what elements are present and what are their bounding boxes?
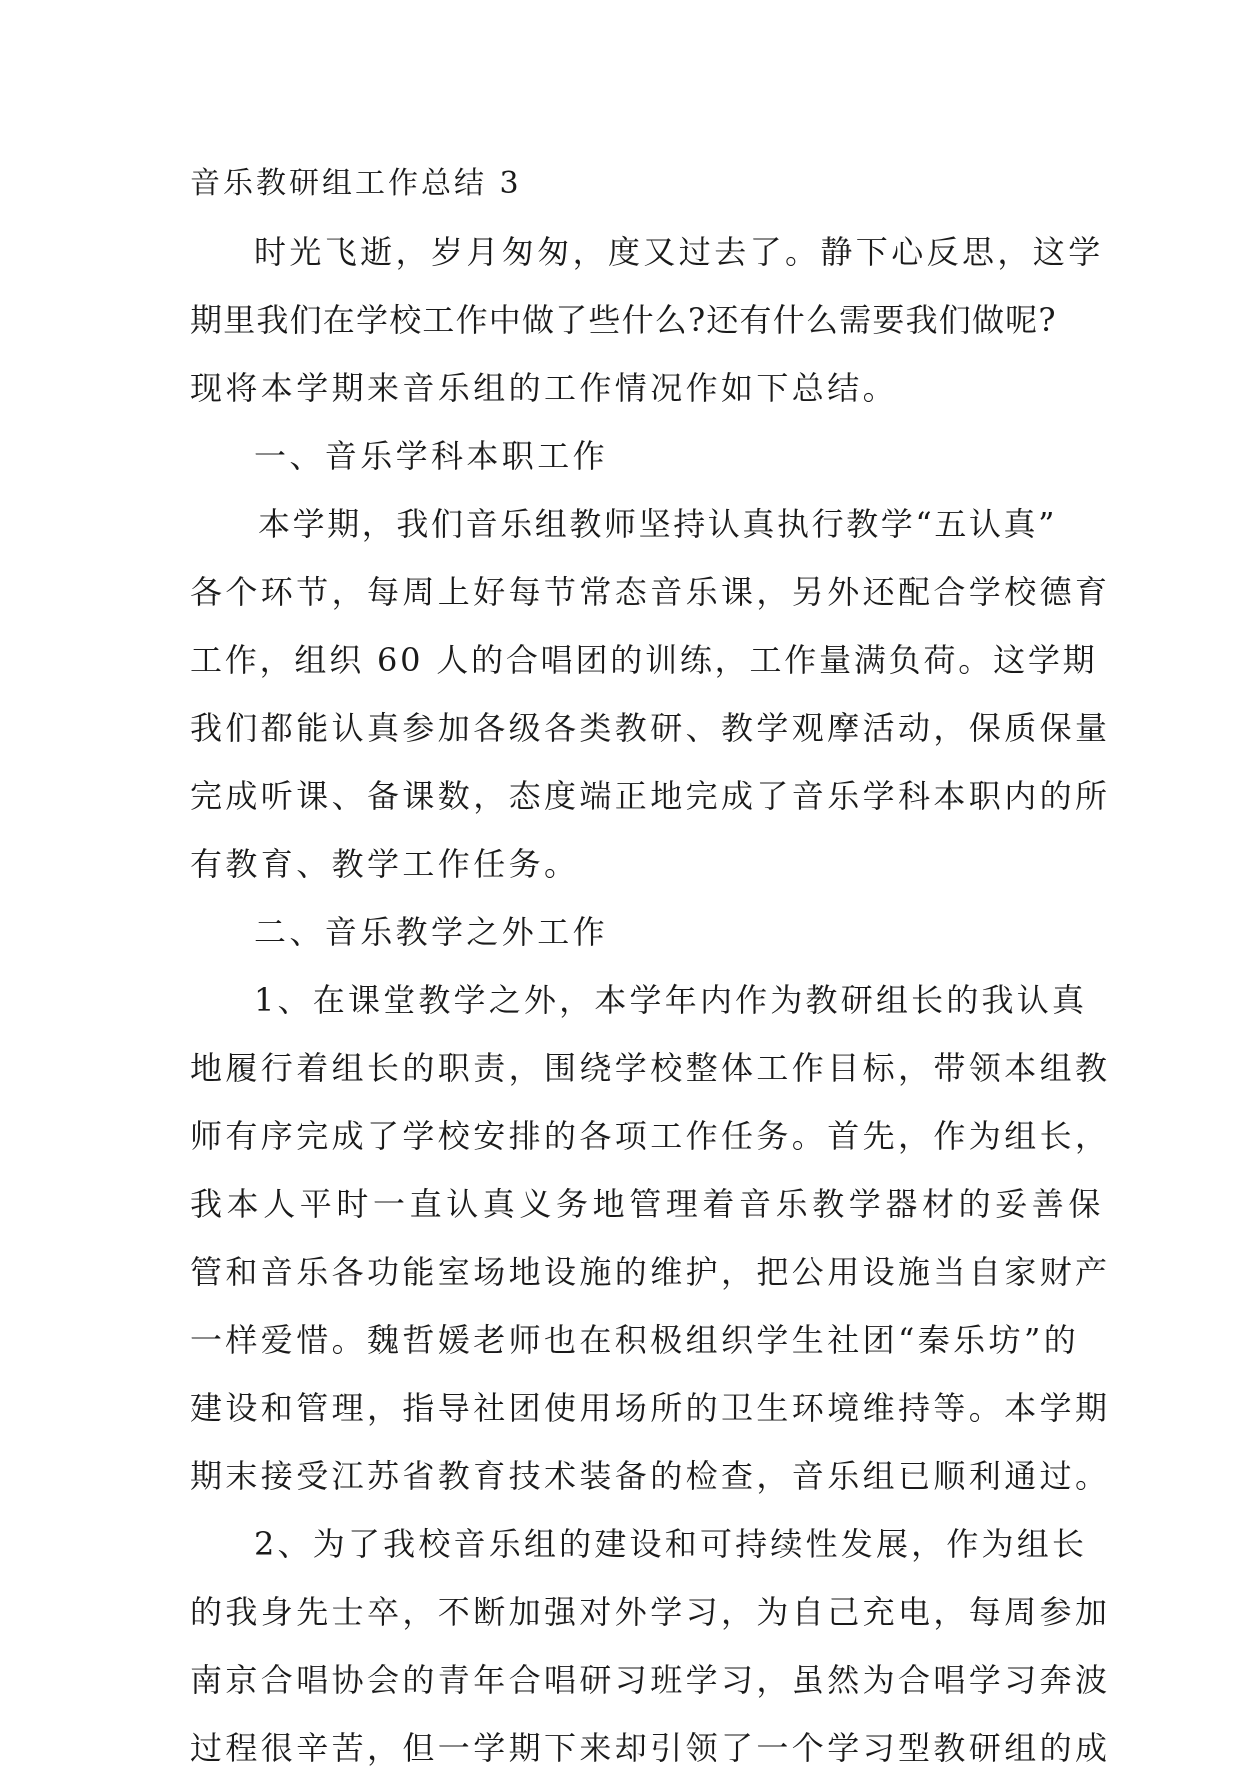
paragraph-line: 师有序完成了学校安排的各项工作任务。首先，作为组长， — [190, 1117, 1111, 1155]
paragraph-line: 1、在课堂教学之外，本学年内作为教研组长的我认真 — [254, 981, 1088, 1019]
document-page — [190, 150, 1111, 1782]
paragraph-line: 我们都能认真参加各级各类教研、教学观摩活动，保质保量 — [190, 709, 1111, 747]
paragraph-line: 一样爱惜。魏哲媛老师也在积极组织学生社团“秦乐坊”的 — [190, 1321, 1080, 1359]
paragraph-line: 各个环节，每周上好每节常态音乐课，另外还配合学校德育 — [190, 573, 1111, 611]
paragraph-line: 工作，组织 60 人的合唱团的训练，工作量满负荷。这学期 — [190, 641, 1098, 679]
paragraph-line: 管和音乐各功能室场地设施的维护，把公用设施当自家财产 — [190, 1253, 1111, 1291]
paragraph-line: 南京合唱协会的青年合唱研习班学习，虽然为合唱学习奔波 — [190, 1661, 1111, 1699]
paragraph-line: 我本人平时一直认真义务地管理着音乐教学器材的妥善保 — [190, 1185, 1106, 1223]
paragraph-line: 期里我们在学校工作中做了些什么?还有什么需要我们做呢? — [190, 301, 1057, 339]
paragraph-line: 完成听课、备课数，态度端正地完成了音乐学科本职内的所 — [190, 777, 1111, 815]
paragraph-line: 现将本学期来音乐组的工作情况作如下总结。 — [190, 369, 899, 407]
section-heading: 一、音乐学科本职工作 — [254, 437, 609, 475]
paragraph-line: 本学期，我们音乐组教师坚持认真执行教学“五认真” — [258, 505, 1058, 543]
paragraph-line: 过程很辛苦，但一学期下来却引领了一个学习型教研组的成 — [190, 1729, 1111, 1767]
paragraph-line: 建设和管理，指导社团使用场所的卫生环境维持等。本学期 — [190, 1389, 1111, 1427]
document-title: 音乐教研组工作总结 3 — [190, 166, 522, 201]
section-heading: 二、音乐教学之外工作 — [254, 913, 609, 951]
paragraph-line: 2、为了我校音乐组的建设和可持续性发展，作为组长 — [254, 1525, 1088, 1563]
paragraph-line: 期末接受江苏省教育技术装备的检查，音乐组已顺利通过。 — [190, 1457, 1111, 1495]
paragraph-line: 有教育、教学工作任务。 — [190, 845, 580, 883]
paragraph-line: 的我身先士卒，不断加强对外学习，为自己充电，每周参加 — [190, 1593, 1111, 1631]
paragraph-line: 时光飞逝，岁月匆匆，度又过去了。静下心反思，这学 — [254, 233, 1104, 271]
paragraph-line: 地履行着组长的职责，围绕学校整体工作目标，带领本组教 — [190, 1049, 1111, 1087]
